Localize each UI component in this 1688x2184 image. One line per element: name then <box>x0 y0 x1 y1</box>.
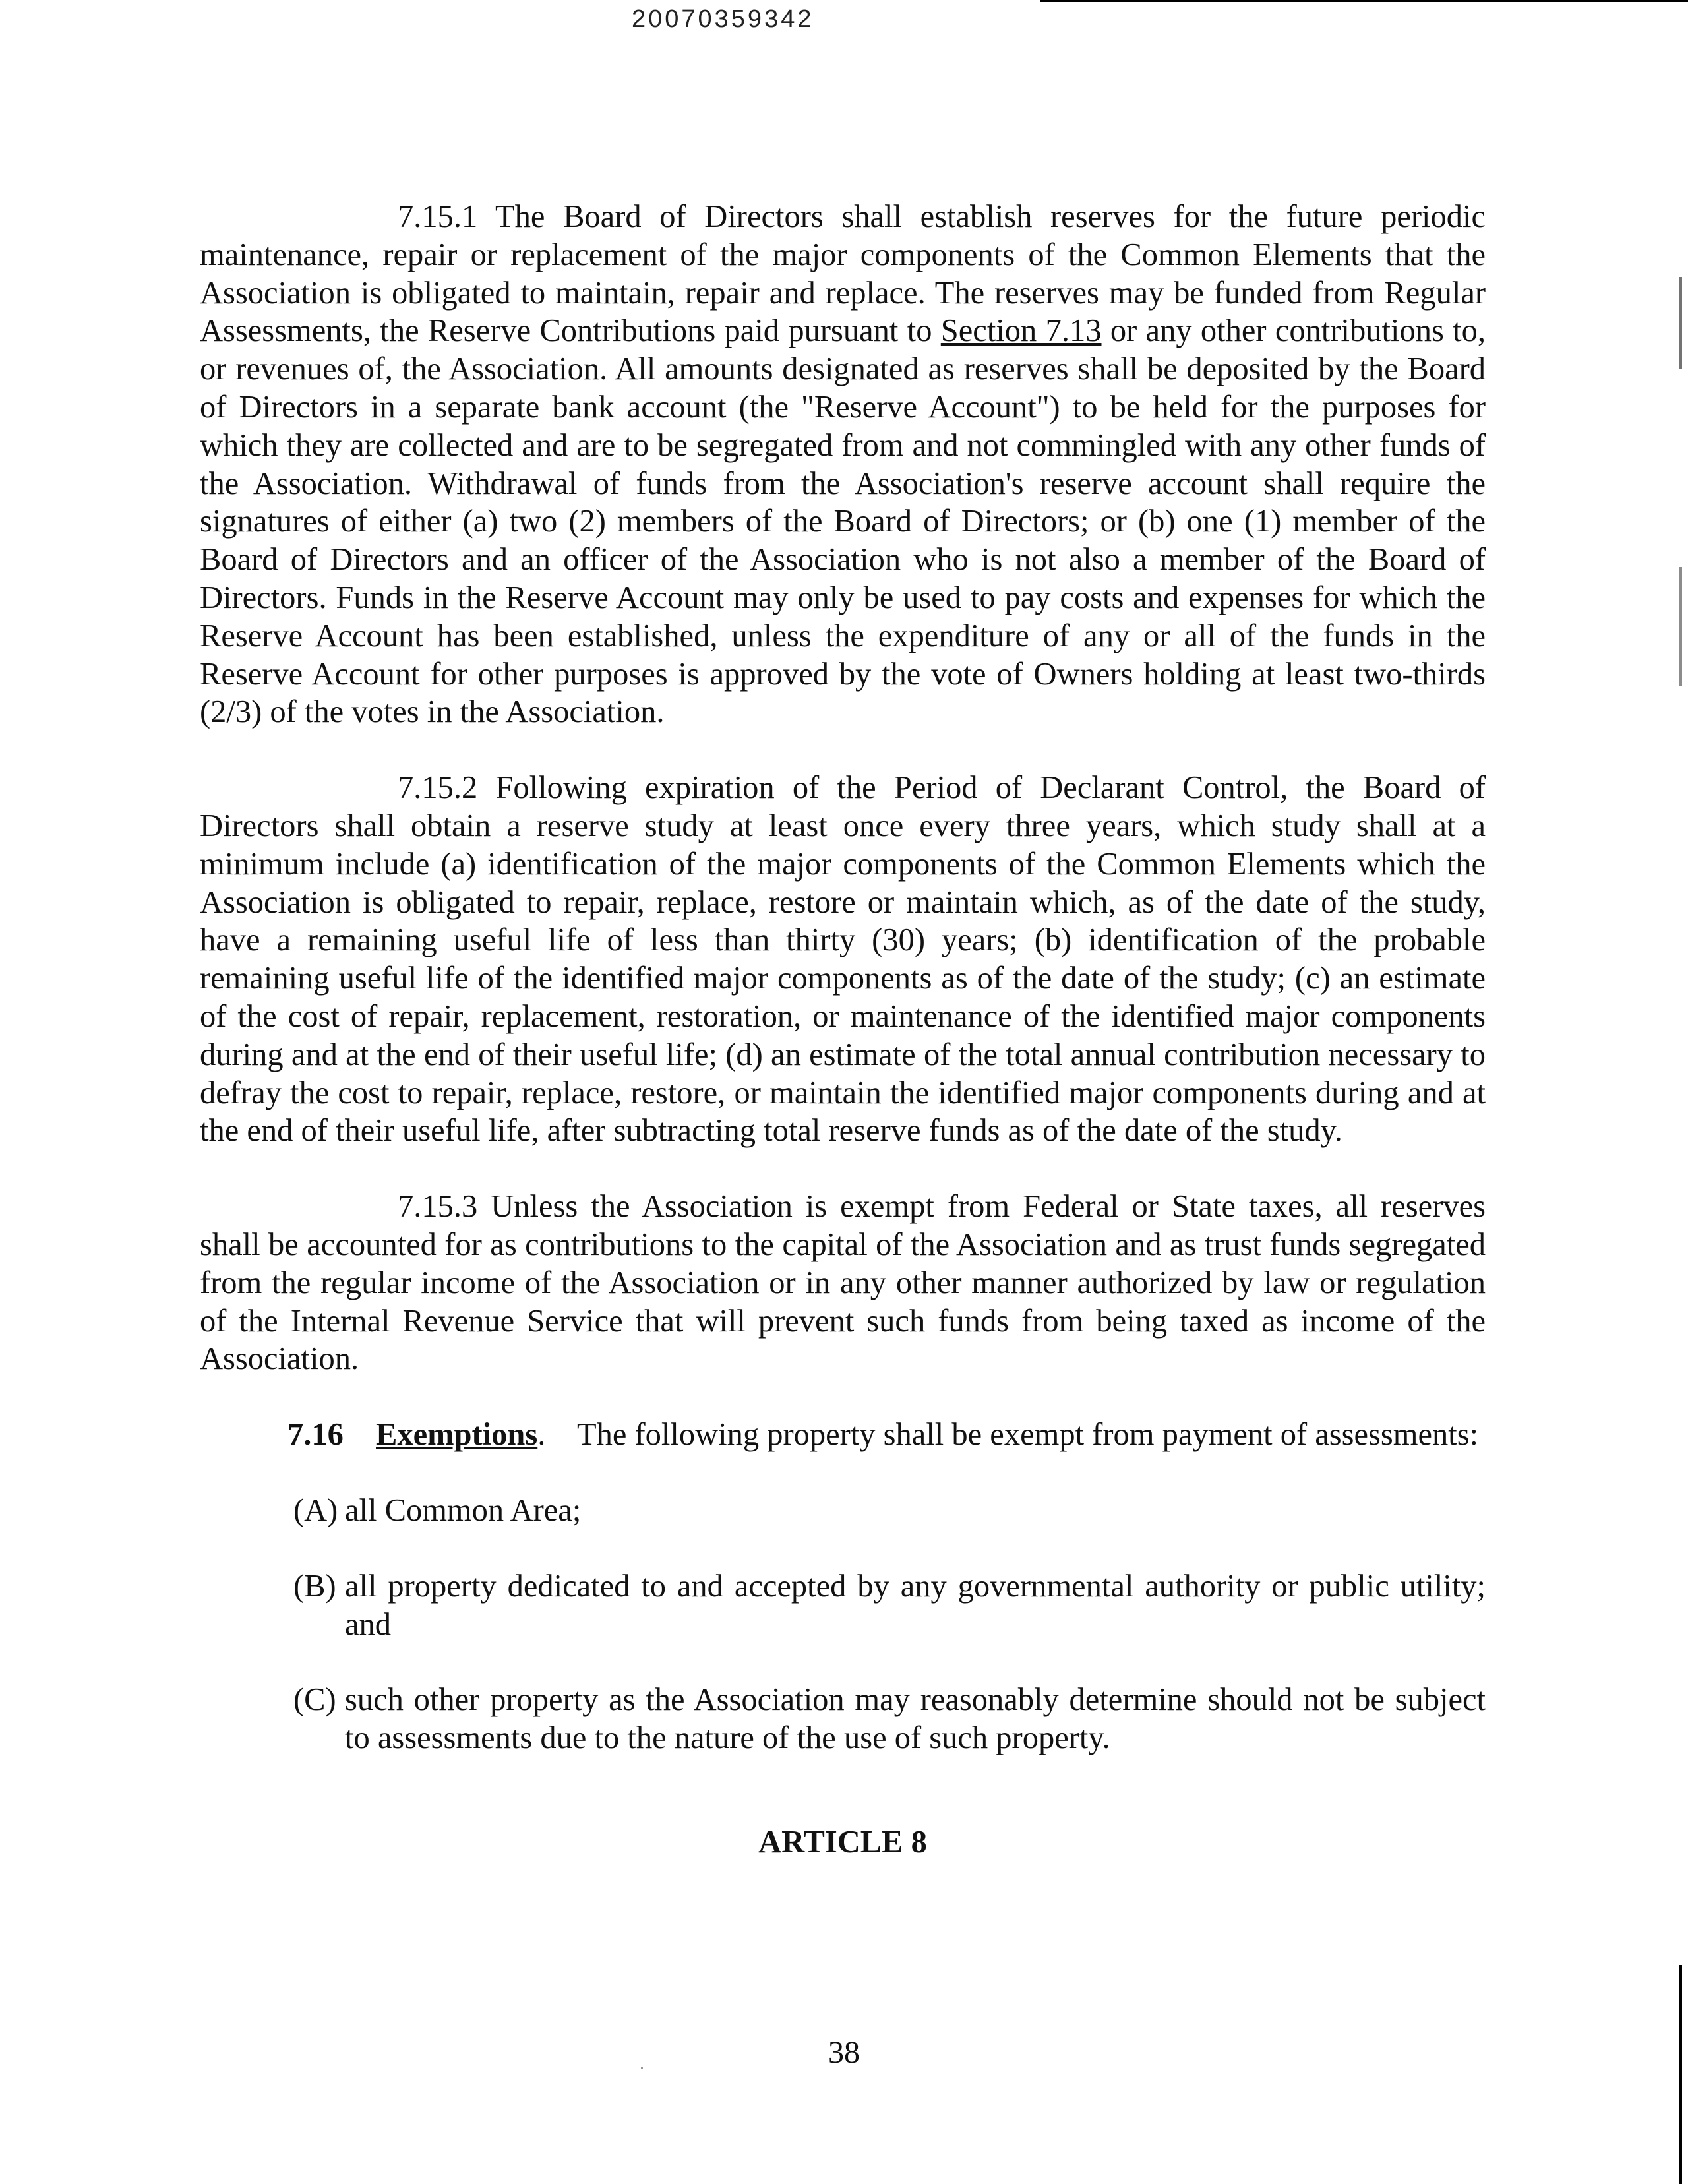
paragraph-text: Following expiration of the Period of Declarant Control, the Board of Directors shall obtain a reserve study at least once every three years, which study shall at a minimum include (a) identification of the major components of the Common Elements which the Association is obligated to repair, replace, restore or maintain which, as of the date of the study, have a remaining useful life of less than thirty (30) years; (b) identification of the probable remaining useful life of the identified major components as of the date of the study; (c) an estimate of the cost of repair, replacement, restoration, or maintenance of the identified major components during and at the end of their useful life; (d) an estimate of the total annual contribution necessary to defray the cost to repair, replace, restore, or maintain the identified major components during and at the end of their useful life, after subtracting total reserve funds as of the date of the study. <box>200 770 1486 1149</box>
section-number: 7.15.1 <box>398 199 478 234</box>
page-number: 38 <box>828 2035 860 2070</box>
section-number: 7.15.3 <box>398 1189 478 1225</box>
section-number: 7.15.2 <box>398 770 478 806</box>
list-text: such other property as the Association may reasonably determine should not be subject to assessments due to the nature of the use of such property. <box>345 1682 1486 1756</box>
paragraph-text: The Board of Directors shall establish reserves for the future periodic maintenance, repair or replacement of the major components of the Common Elements that the Association is obligated to maintain, repair and replace. The reserves may be funded from Regular Assessments, the Reserve Contributions paid pursuant to <box>200 199 1486 349</box>
article-heading: ARTICLE 8 <box>758 1824 927 1860</box>
paragraph-text: The following property shall be exempt from payment of assessments: <box>576 1417 1479 1453</box>
list-item <box>293 1681 1486 1757</box>
paragraph-text: Unless the Association is exempt from Federal or State taxes, all reserves shall be accounted for as contributions to the capital of the Association and as trust funds segregated from the regular income of the Association or in any other manner authorized by law or regulation of the Internal Revenue Service that will prevent such funds from being taxed as income of the Association. <box>200 1189 1486 1377</box>
document-body <box>200 198 1486 1862</box>
list-text: all property dedicated to and accepted by any governmental authority or public utility; and <box>345 1568 1486 1642</box>
list-text: all Common Area; <box>345 1492 582 1528</box>
paragraph-7-15-3 <box>200 1188 1486 1378</box>
scan-edge-mark <box>1679 567 1682 686</box>
exemption-list <box>200 1492 1486 1757</box>
list-label: (B) <box>293 1568 336 1604</box>
list-label: (A) <box>293 1492 338 1528</box>
scan-edge-mark <box>1679 1965 1682 2184</box>
section-title: Exemptions <box>376 1417 538 1453</box>
scan-edge-mark <box>1679 277 1682 369</box>
paragraph-7-15-2 <box>200 769 1486 1150</box>
section-7-13-reference: Section 7.13 <box>940 313 1102 349</box>
document-number: 20070359342 <box>632 5 814 33</box>
list-label: (C) <box>293 1682 336 1718</box>
header-rule <box>1040 0 1688 2</box>
section-number: 7.16 <box>287 1417 344 1453</box>
paragraph-7-16 <box>200 1416 1486 1454</box>
title-punctuation: . <box>537 1417 546 1453</box>
paragraph-text: or any other contributions to, or revenues of, the Association. All amounts designated as reserves shall be deposited by the Board of Directors in a separate bank account (the "Reserve Account") to be held for the purposes for which they are collected and are to be segregated from and not commingled with any other funds of the Association. Withdrawal of funds from the Association's reserve account shall require the signatures of either (a) two (2) members of the Board of Directors; or (b) one (1) member of the Board of Directors and an officer of the Association who is not also a member of the Board of Directors. Funds in the Reserve Account may only be used to pay costs and expenses for which the Reserve Account has been established, unless the expenditure of any or all of the funds in the Reserve Account for other purposes is approved by the vote of Owners holding at least two-thirds (2/3) of the votes in the Association. <box>200 313 1486 730</box>
list-item <box>293 1492 1486 1530</box>
paragraph-7-15-1 <box>200 198 1486 731</box>
list-item <box>293 1567 1486 1644</box>
